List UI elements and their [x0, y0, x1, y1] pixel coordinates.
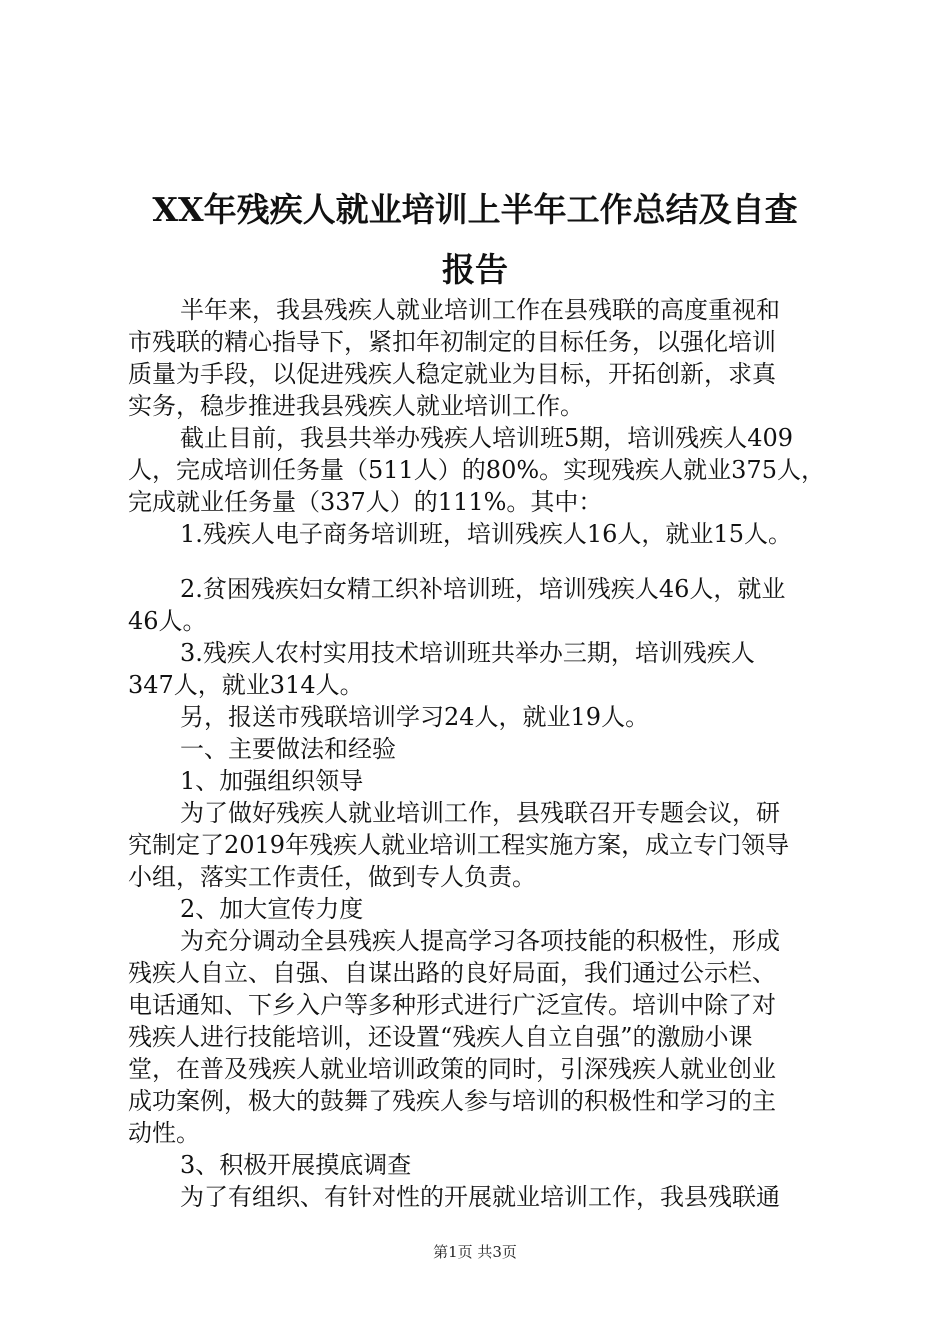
page-number-footer: 第1页 共3页	[433, 1243, 517, 1261]
document-body	[128, 294, 858, 1213]
paragraph-line: 残疾人自立、自强、自谋出路的良好局面，我们通过公示栏、	[128, 959, 776, 987]
document-title-line-2: 报告	[442, 250, 508, 289]
paragraph-line: 市残联的精心指导下，紧扣年初制定的目标任务，以强化培训	[128, 328, 776, 356]
paragraph-line: 另，报送市残联培训学习24人，就业19人。	[180, 703, 650, 731]
paragraph-line: 为充分调动全县残疾人提高学习各项技能的积极性，形成	[180, 927, 780, 955]
list-item-line: 3.残疾人农村实用技术培训班共举办三期，培训残疾人	[180, 639, 755, 667]
subsection-heading: 2、加大宣传力度	[180, 895, 364, 923]
list-item-line: 1.残疾人电子商务培训班，培训残疾人16人，就业15人。	[180, 520, 792, 548]
paragraph-line: 质量为手段，以促进残疾人稳定就业为目标，开拓创新，求真	[128, 360, 776, 388]
paragraph-line: 为了做好残疾人就业培训工作，县残联召开专题会议，研	[180, 799, 780, 827]
list-item-line: 2.贫困残疾妇女精工织补培训班，培训残疾人46人，就业	[180, 575, 786, 603]
list-item-line: 46人。	[128, 607, 207, 635]
document-title-line-1: XX年残疾人就业培训上半年工作总结及自查	[152, 190, 798, 229]
paragraph-line: 截止目前，我县共举办残疾人培训班5期，培训残疾人409	[180, 424, 794, 452]
paragraph-line: 电话通知、下乡入户等多种形式进行广泛宣传。培训中除了对	[128, 991, 776, 1019]
paragraph-line: 动性。	[128, 1119, 200, 1147]
blank-gap	[128, 550, 858, 573]
paragraph-line: 究制定了2019年残疾人就业培训工程实施方案，成立专门领导	[128, 831, 790, 859]
subsection-heading: 3、积极开展摸底调查	[180, 1151, 412, 1179]
paragraph-line: 半年来，我县残疾人就业培训工作在县残联的高度重视和	[180, 296, 780, 324]
paragraph-line: 成功案例，极大的鼓舞了残疾人参与培训的积极性和学习的主	[128, 1087, 776, 1115]
paragraph-line: 残疾人进行技能培训，还设置“残疾人自立自强”的激励小课	[128, 1023, 753, 1051]
subsection-heading: 1、加强组织领导	[180, 767, 364, 795]
paragraph-line: 为了有组织、有针对性的开展就业培训工作，我县残联通	[180, 1183, 780, 1211]
list-item-line: 347人，就业314人。	[128, 671, 364, 699]
paragraph-line: 堂，在普及残疾人就业培训政策的同时，引深残疾人就业创业	[128, 1055, 776, 1083]
paragraph-line: 完成就业任务量（337人）的111%。其中：	[128, 488, 603, 516]
paragraph-line: 人，完成培训任务量（511人）的80%。实现残疾人就业375人，	[128, 456, 825, 484]
paragraph-line: 小组，落实工作责任，做到专人负责。	[128, 863, 536, 891]
section-heading: 一、主要做法和经验	[180, 735, 396, 763]
paragraph-line: 实务，稳步推进我县残疾人就业培训工作。	[128, 392, 584, 420]
